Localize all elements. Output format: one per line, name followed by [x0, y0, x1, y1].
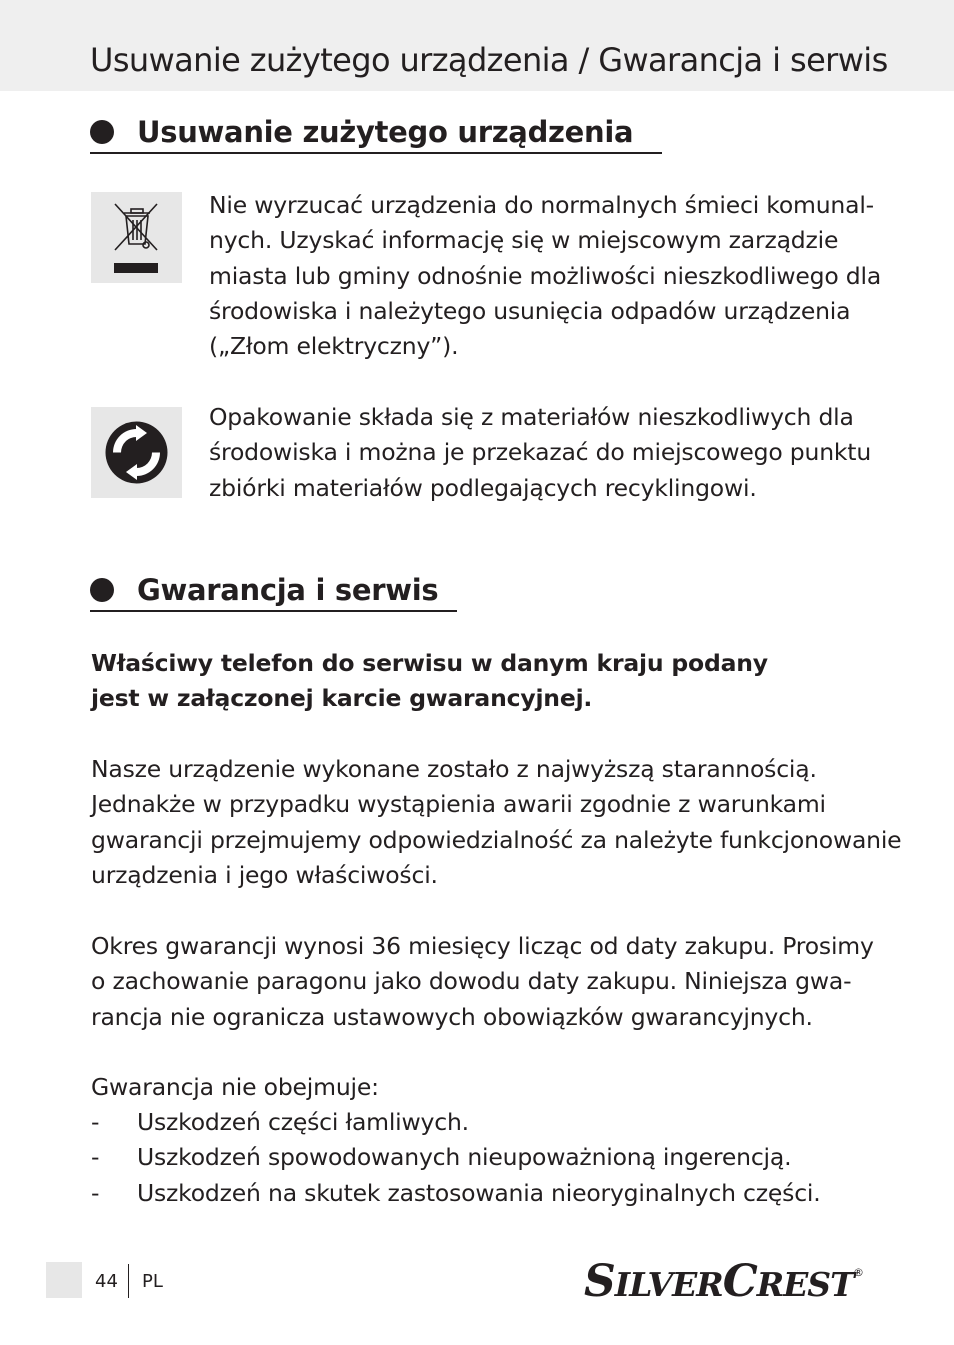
list-dash: - [91, 1143, 100, 1172]
weee-disposal-text [209, 188, 881, 364]
warranty-heading-underline [90, 610, 457, 612]
list-dash: - [91, 1178, 100, 1207]
registered-trademark: ® [853, 1266, 864, 1279]
packaging-text [209, 400, 871, 506]
weee-line: miasta lub gminy odnośnie możliwości nieszkodliwego dla [209, 261, 882, 290]
disposal-section-heading [90, 112, 633, 152]
exclusions-list [91, 1105, 821, 1211]
weee-line: Nie wyrzucać urządzenia do normalnych śmieci komunal- [209, 191, 874, 219]
warranty-paragraph-1 [91, 752, 901, 893]
crossed-out-wheelie-bin-icon [91, 192, 182, 283]
list-item-text: Uszkodzeń spowodowanych nieupoważnioną ingerencją. [137, 1143, 792, 1172]
packaging-line: zbiórki materiałów podlegających recyklingowi. [209, 473, 757, 502]
logo-letters: ILVER [614, 1265, 723, 1304]
language-code: PL [142, 1271, 163, 1292]
paragraph-line: urządzenia i jego właściwości. [91, 860, 438, 889]
heading-bullet-icon [90, 120, 114, 144]
page-title: Usuwanie zużytego urządzenia / Gwarancja i serwis [90, 41, 888, 79]
paragraph-line: gwarancji przejmujemy odpowiedzialność za należyte funkcjonowanie [91, 825, 902, 854]
paragraph-line: Jednakże w przypadku wystąpienia awarii zgodnie z warunkami [91, 790, 826, 819]
weee-line: nych. Uzyskać informację się w miejscowym zarządzie [209, 226, 839, 255]
warranty-section-heading [90, 570, 438, 610]
paragraph-line: Nasze urządzenie wykonane zostało z najwyższą starannością. [91, 755, 817, 783]
logo-letters: REST [756, 1265, 854, 1304]
packaging-line: środowiska i można je przekazać do miejscowego punktu [209, 438, 872, 467]
service-note-line: Właściwy telefon do serwisu w danym kraju podany [91, 649, 768, 677]
warranty-heading: Gwarancja i serwis [137, 573, 439, 607]
list-item-text: Uszkodzeń części łamliwych. [137, 1108, 469, 1136]
list-item [91, 1176, 821, 1211]
recycling-icon-box [91, 407, 182, 498]
page-number: 44 [95, 1271, 118, 1292]
list-item-text: Uszkodzeń na skutek zastosowania nieoryginalnych części. [137, 1178, 821, 1207]
disposal-heading-underline [90, 152, 662, 154]
list-item [91, 1105, 821, 1140]
exclusions-intro [91, 1070, 379, 1105]
warranty-paragraph-2 [91, 929, 874, 1035]
exclusions-intro-text: Gwarancja nie obejmuje: [91, 1073, 379, 1101]
silvercrest-logo [584, 1256, 854, 1307]
service-phone-note [91, 646, 768, 717]
footer-divider [128, 1264, 129, 1298]
heading-bullet-icon [90, 578, 114, 602]
footer-marker-box [46, 1262, 82, 1298]
list-dash: - [91, 1108, 100, 1136]
paragraph-line: o zachowanie paragonu jako dowodu daty zakupu. Niniejsza gwa- [91, 967, 852, 996]
paragraph-line: rancja nie ogranicza ustawowych obowiązków gwarancyjnych. [91, 1002, 813, 1031]
disposal-heading: Usuwanie zużytego urządzenia [137, 115, 634, 149]
service-note-line: jest w załączonej karcie gwarancyjnej. [91, 684, 593, 713]
logo-letter: S [584, 1256, 615, 1307]
weee-line: środowiska i należytego usunięcia odpadów urządzenia [209, 296, 851, 325]
packaging-line: Opakowanie składa się z materiałów nieszkodliwych dla [209, 403, 854, 431]
weee-line: („Złom elektryczny”). [209, 332, 459, 361]
logo-letter: C [722, 1256, 757, 1307]
green-dot-recycling-icon [91, 407, 182, 498]
list-item [91, 1140, 821, 1175]
weee-icon-box [91, 192, 182, 283]
paragraph-line: Okres gwarancji wynosi 36 miesięcy licząc od daty zakupu. Prosimy [91, 932, 874, 960]
